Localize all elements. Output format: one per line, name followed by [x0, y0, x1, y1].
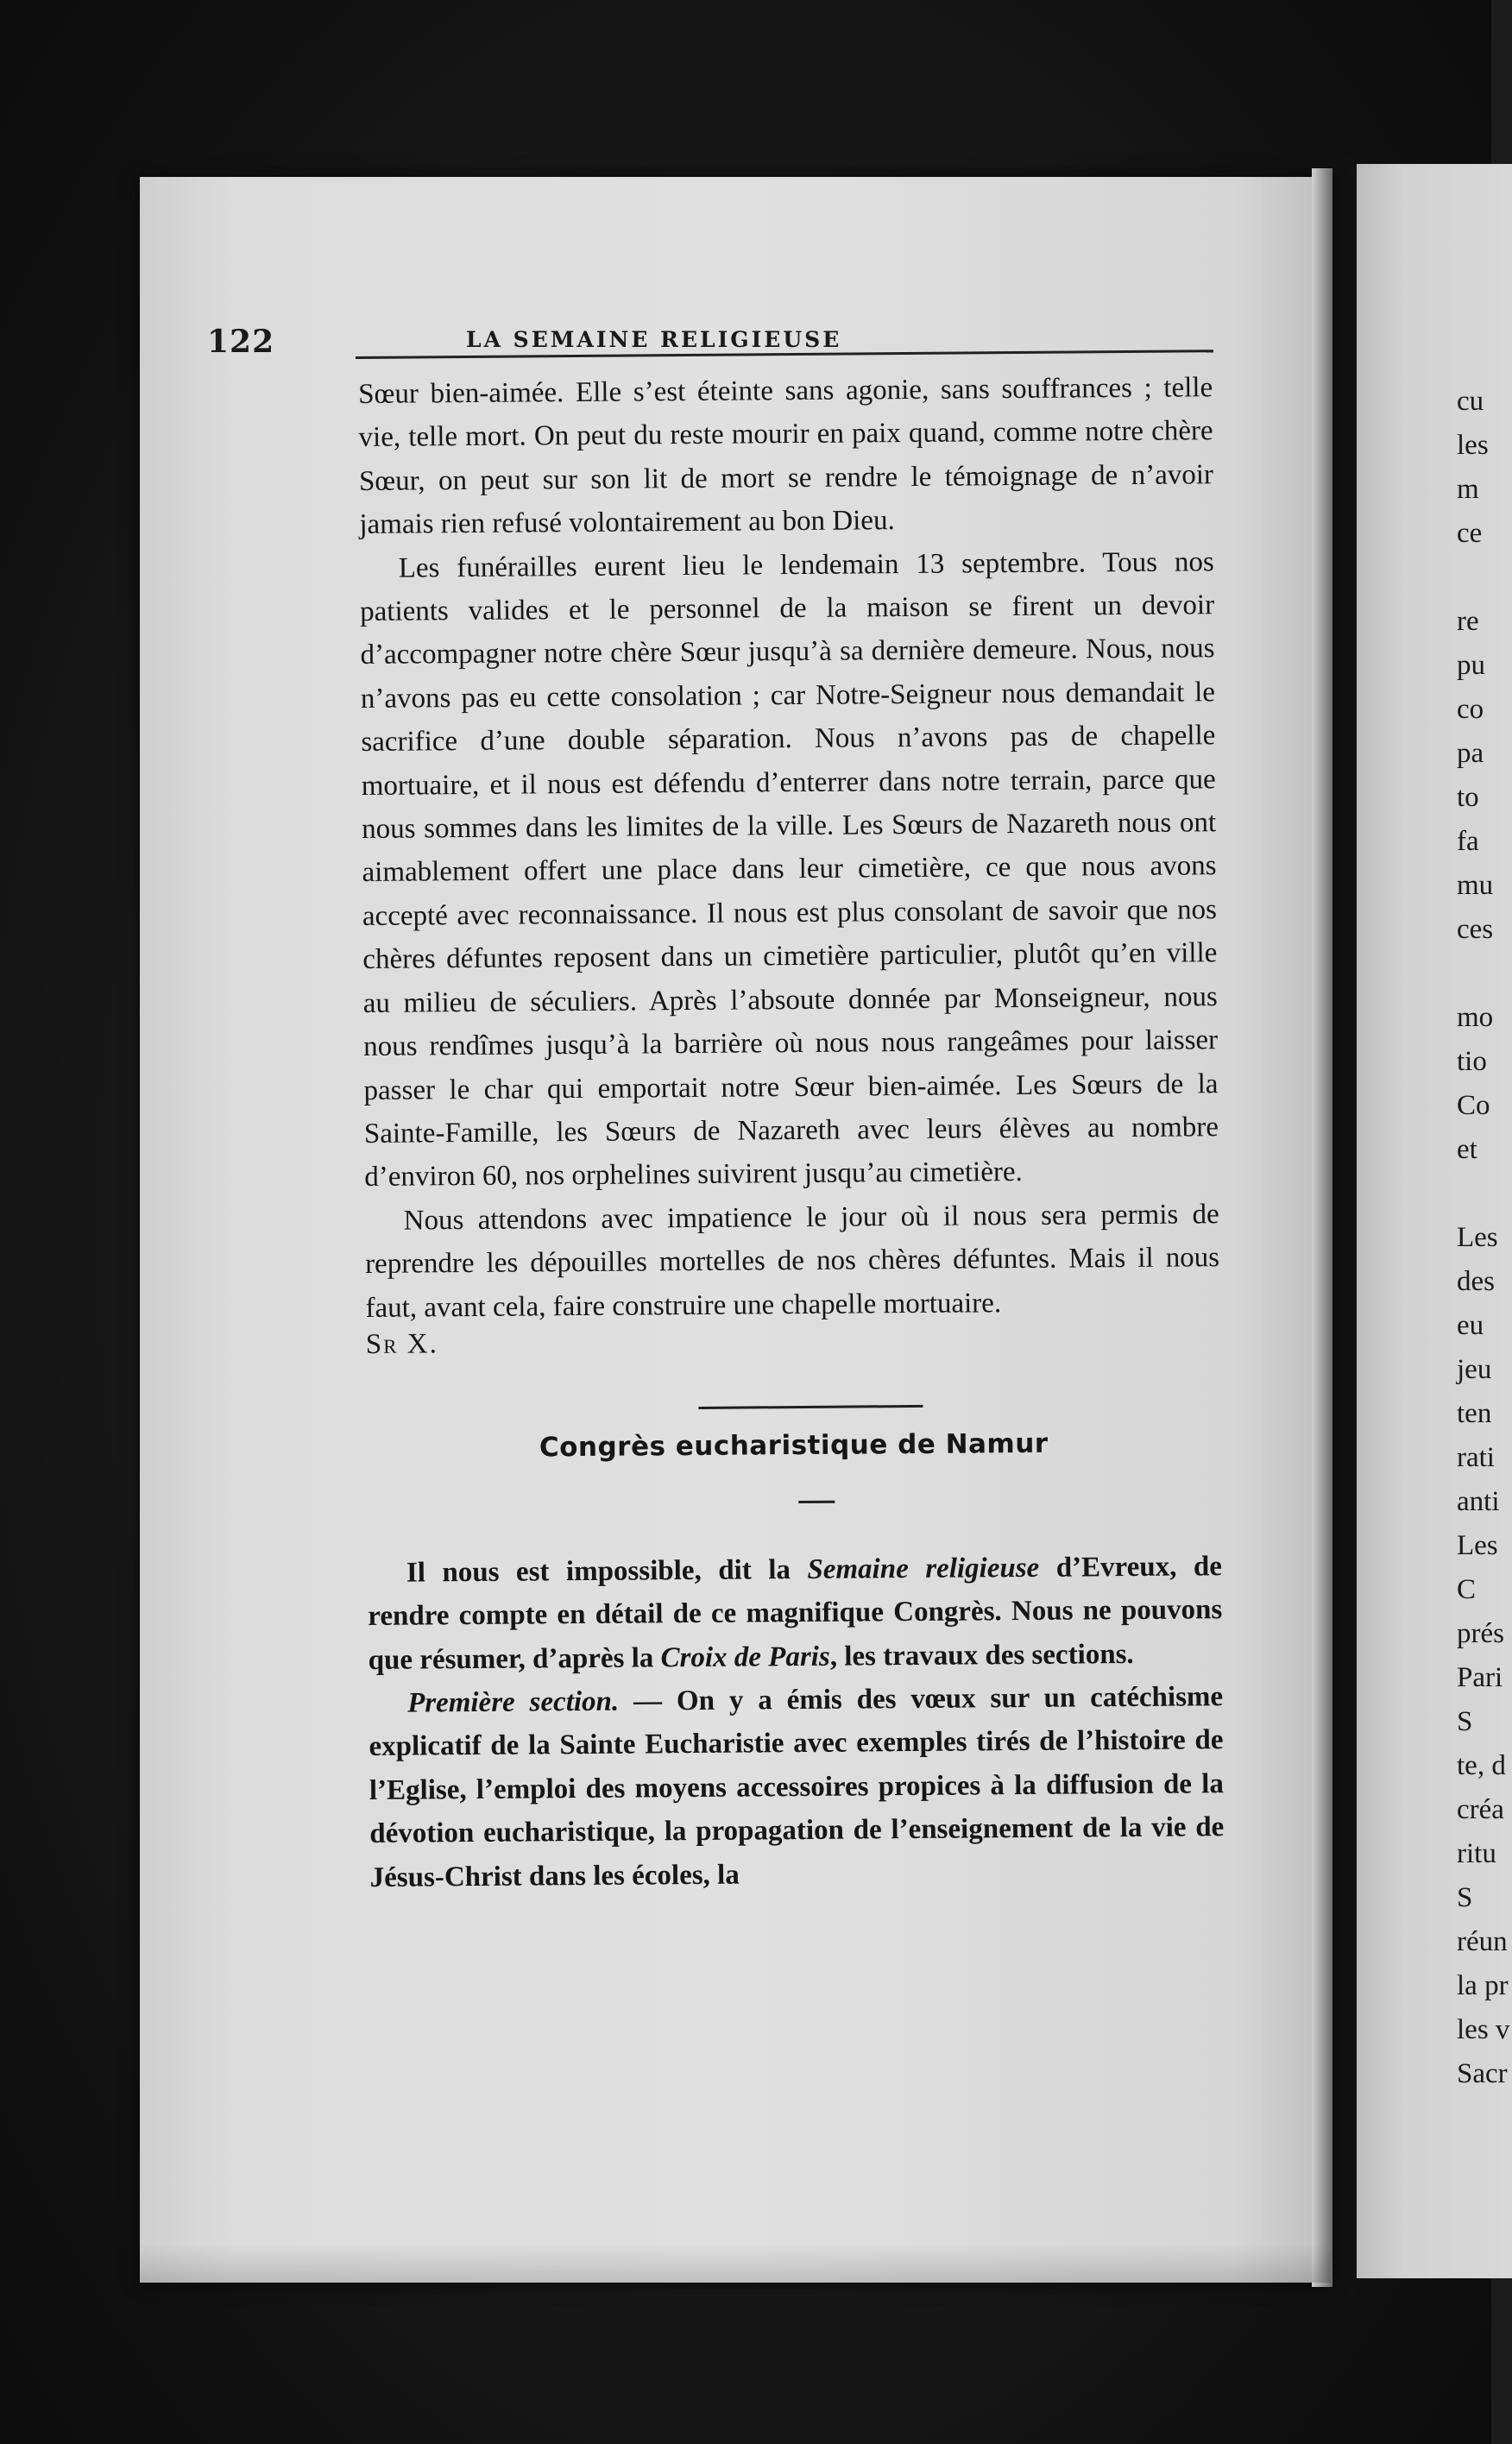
facing-page-line: pu — [1457, 650, 1485, 681]
section-divider — [698, 1405, 923, 1409]
facing-page-line — [1457, 556, 1509, 600]
signature-prefix: Sr — [365, 1328, 399, 1360]
intro-text-1: Il nous est impossible, dit la — [406, 1553, 808, 1589]
facing-page-line: Les — [1457, 1222, 1498, 1253]
intro-italic-semaine: Semaine religieuse — [807, 1552, 1040, 1585]
facing-page-line: prés — [1457, 1618, 1504, 1649]
intro-text-3: , les travaux des sections. — [829, 1638, 1134, 1672]
facing-page-line: co — [1457, 694, 1484, 725]
page-body — [358, 366, 1225, 1899]
intro-italic-croix: Croix de Paris — [660, 1641, 830, 1673]
facing-page-line: jeu — [1457, 1354, 1492, 1385]
facing-page-line: mo — [1457, 1002, 1494, 1033]
paragraph-first-section — [369, 1675, 1225, 1899]
facing-page-line: Les — [1457, 1530, 1498, 1561]
facing-page-line: réun — [1457, 1926, 1508, 1957]
facing-page-line: eu — [1457, 1310, 1484, 1341]
facing-page-line: Sacr — [1457, 2058, 1508, 2089]
facing-page-text — [1457, 380, 1509, 2096]
page-header — [207, 315, 1213, 367]
facing-page-line: ce — [1457, 518, 1483, 549]
title-dash — [798, 1500, 835, 1502]
facing-page-line — [1457, 952, 1509, 996]
facing-page-line: to — [1457, 782, 1479, 813]
paragraph-continuation: Sœur bien-aimée. Elle s’est éteinte sans agonie, sans souffrances ; telle vie, telle mort. On peut du reste mourir en paix quand, comme notre chère Sœur, on peut sur son lit de mort se rendre le témoignage de n’avoir jamais rien refusé volontairement au bon Dieu. — [358, 372, 1214, 541]
facing-page-line: fa — [1457, 826, 1479, 857]
facing-page-line: ten — [1457, 1398, 1492, 1429]
facing-page-line: C — [1457, 1574, 1477, 1605]
signature-name: X. — [406, 1328, 439, 1360]
facing-page-line: te, d — [1457, 1750, 1506, 1781]
page-number: 122 — [207, 324, 275, 360]
facing-page-line: rati — [1457, 1442, 1495, 1473]
facing-page-line: ces — [1457, 914, 1494, 945]
facing-page-line: Co — [1457, 1090, 1490, 1121]
facing-page-line: les v — [1457, 2014, 1510, 2045]
facing-page-line: des — [1457, 1266, 1495, 1297]
facing-page-line: ritu — [1457, 1838, 1496, 1869]
facing-page-line: m — [1457, 474, 1479, 505]
paragraph-chapel: Nous attendons avec impatience le jour où il nous sera permis de reprendre les dépouilles mortelles de nos chères défuntes. Mais il nous faut, avant cela, faire construire une chapelle mortuaire. — [364, 1198, 1220, 1324]
facing-page-line: créa — [1457, 1794, 1504, 1825]
facing-page-line — [1457, 1172, 1509, 1216]
facing-page-line: les — [1457, 430, 1489, 461]
paragraph-funeral: Les funérailles eurent lieu le lendemain 13 septembre. Tous nos patients valides et le personnel de la maison se firent un devoir d’accompagner notre chère Sœur jusqu’à sa dernière demeure. Nous, nous n’avons pas eu cette consolation ; car Notre-Seigneur nous demandait le sacrifice d’une double séparation. Nous n’avons pas de chapelle mortuaire, et il nous est défendu d’enterrer dans notre terrain, parce que nous sommes dans les limites de la ville. Les Sœurs de Nazareth nous ont aimablement offert une place dans leur cimetière, ce que nous avons accepté avec reconnaissance. Il nous est plus consolant de savoir que nos chères défuntes reposent dans un cimetière particulier, plutôt qu’en ville au milieu de séculiers. Après l’absoute donnée par Monseigneur, nous nous rendîmes jusqu’à la barrière où nous nous rangeâmes pour laisser passer le char qui emportait notre Sœur bien-aimée. Les Sœurs de la Sainte-Famille, les Sœurs de Nazareth avec leurs élèves au nombre d’environ 60, nos orphelines suivirent jusqu’au cimetière. — [360, 545, 1219, 1194]
facing-page-line: Pari — [1457, 1662, 1503, 1693]
facing-page-line: pa — [1457, 738, 1484, 769]
page-bottom-shadow — [140, 2244, 1331, 2283]
section-title: Congrès eucharistique de Namur — [539, 1428, 1049, 1464]
facing-page-line: S — [1457, 1706, 1473, 1737]
book-gutter — [1332, 155, 1357, 2296]
intro-text-2: d’Evreux, de rendre compte en détail de ce magnifique Congrès. Nous ne pouvons que résumer, d’après la — [368, 1550, 1223, 1676]
facing-page-line: anti — [1457, 1486, 1500, 1517]
facing-page-line: cu — [1457, 386, 1484, 417]
facing-page-line: S — [1457, 1882, 1473, 1913]
running-title: LA SEMAINE RELIGIEUSE — [466, 327, 842, 352]
facing-page-line: mu — [1457, 870, 1494, 901]
facing-page-line: re — [1457, 606, 1479, 637]
page-edge — [1312, 168, 1332, 2287]
facing-page-line: et — [1457, 1134, 1477, 1165]
first-section-label: Première section. — [406, 1685, 620, 1719]
facing-page-line: tio — [1457, 1046, 1487, 1077]
facing-page-line: la pr — [1457, 1970, 1509, 2001]
paragraph-congress-intro — [368, 1545, 1223, 1682]
first-section-text: — On y a émis des vœux sur un catéchisme explicatif de la Sainte Eucharistie avec exemples tirés de l’histoire de l’Eglise, l’emploi des moyens accessoires propices à la diffusion de la dévotion eucharistique, la propagation de l’enseignement de la vie de Jésus-Christ dans les écoles, la — [369, 1681, 1225, 1893]
